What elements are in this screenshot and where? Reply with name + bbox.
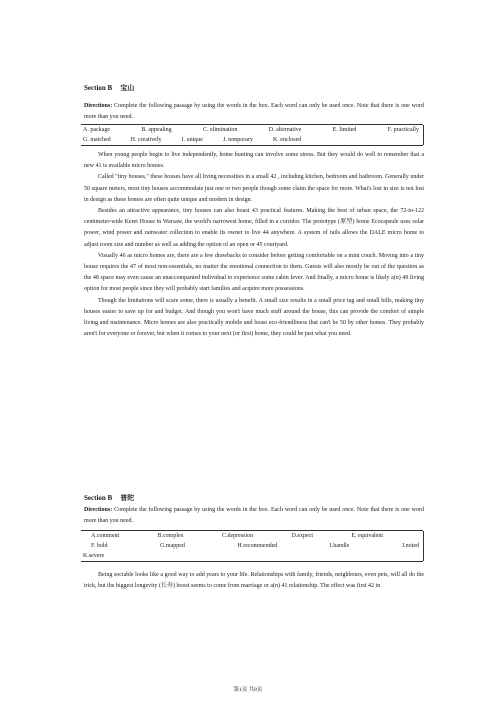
word-option: G. matched <box>83 137 111 143</box>
word-box <box>81 530 423 562</box>
word-box-row-3 <box>81 551 423 561</box>
word-box-row-1 <box>81 125 423 135</box>
word-option: H.recommended <box>237 543 278 549</box>
word-option: D.expect <box>291 533 313 539</box>
word-box-row-2 <box>81 541 423 551</box>
word-option: K. enclosed <box>272 137 302 143</box>
passage <box>84 570 424 592</box>
directions-label: Directions: <box>84 103 113 109</box>
word-option: K.severe <box>83 553 105 559</box>
word-option: H. creatively <box>130 137 162 143</box>
section-title <box>84 84 134 93</box>
word-option: I. unique <box>181 137 203 143</box>
section-region: 宝山 <box>120 84 135 92</box>
passage <box>84 150 424 340</box>
word-option: D. alternative <box>268 127 302 133</box>
directions <box>84 101 424 122</box>
section-title <box>84 494 134 503</box>
word-option: J.noted <box>401 543 419 549</box>
word-option: C.depression <box>222 533 254 539</box>
paragraph: Though the limitations will scare some, there is usually a benefit. A small size results in a small price tag and small bills, making tiny houses easier to save up for and budget. And though you won't have much stuff around the house, this can provide the comfort of simple living and maintenance. Micro homes are also practically mobile and boast eco-friendliness that can't be 50 by other homes. They probably aren't for everyone or forever, but when it comes to your next (or first) home, they could be just what you need. <box>84 297 424 338</box>
page-footer: 第1页 共8页 <box>233 687 263 693</box>
paragraph: Besides an attractive appearance, tiny houses can also boast 43 practical features. Making the best of urban space, the 72-to-122 centimeter-wide Keret House in Warsaw, the world's narrowest home, filled in a corridor. The prototype (原型) home Ecocapsule uses solar power, wind power and rainwater collection to enable its owner to live 44 anywhere. A system of rails allows the DALE micro home to adjust room size and number as well as adding the option of an open or 45 courtyard. <box>84 208 424 248</box>
word-option: I.handle <box>329 543 350 549</box>
paragraph: Visually 46 as micro homes are, there are a few drawbacks to consider before getting comfortable on a mini couch. Moving into a tiny house requires the 47 of most non-essentials, no matter the emotional connection to them. Guests will also mostly be out of the question as the 48 space may even cause an unaccompanied individual to experience some cabin fever. And finally, a micro home is likely a(n) 49 living option for most people since they will probably start families and acquire more possessions. <box>84 252 424 293</box>
directions-text: Complete the following passage by using the words in the box. Each word can only be used once. Note that there is one word more than you need. <box>84 103 424 120</box>
word-option: C. elimination <box>203 127 238 133</box>
directions-label: Directions: <box>84 507 113 513</box>
word-box-border <box>423 531 424 561</box>
word-option: F. hold <box>91 543 108 549</box>
section-label: Section B <box>84 84 113 92</box>
word-option: F. practically <box>387 127 419 133</box>
section-region: 普陀 <box>120 494 135 502</box>
word-option: A.comment <box>91 533 120 539</box>
paragraph: Being sociable looks like a good way to add years to your life. Relationships with family, friends, neighbours, even pets, will all do the trick, but the biggest longevity (长寿) boost seems to come from marriage or a(n) 41 relationship. The effect was first 42 in <box>84 572 424 590</box>
directions <box>84 505 424 526</box>
word-box-row-1 <box>81 531 423 541</box>
word-option: E. limited <box>332 127 357 133</box>
directions-text: Complete the following passage by using the words in the box. Each word can only be used once. Note that there is one word more than you need. <box>84 507 424 524</box>
paragraph: Called "tiny houses," these houses have all living necessities in a small 42 , including kitchen, bedroom and bathroom. Generally under 50 square meters, most tiny houses accommodate just one or two people though some claim the space for more. What's lost in size is not lost in design as these homes are often quite unique and modern in design. <box>84 174 424 203</box>
word-option: J. temporary <box>222 137 253 143</box>
word-option: B. appealing <box>141 127 172 133</box>
word-box <box>81 124 423 146</box>
word-option: G.mapped <box>160 543 185 549</box>
paragraph: When young people begin to live independently, home hunting can involve some stress. But they would do well to remember that a new 41 is available micro homes. <box>84 152 424 170</box>
word-box-border <box>423 125 424 145</box>
word-option: B.complex <box>157 533 184 539</box>
word-box-row-2 <box>81 135 423 145</box>
word-option: A. package <box>83 127 110 133</box>
section-label: Section B <box>84 494 113 502</box>
word-option: E. equivalent <box>351 533 383 539</box>
